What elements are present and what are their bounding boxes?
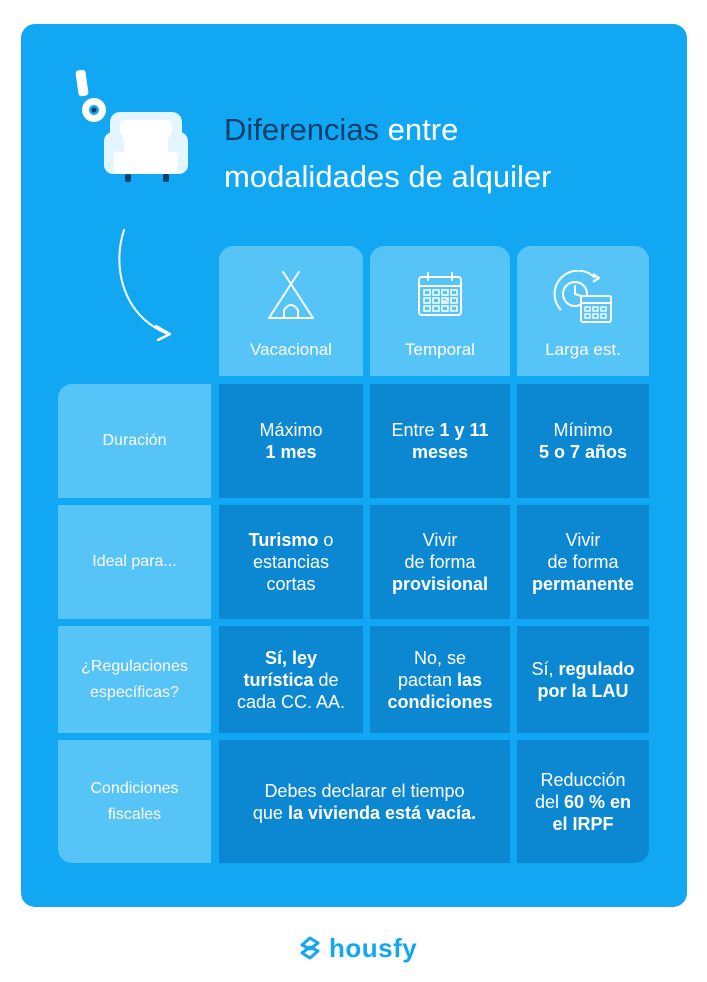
cell-regulaciones-vacacional xyxy=(219,626,363,733)
cell-text: pactan xyxy=(397,669,457,690)
row-label-ideal-para: Ideal para... xyxy=(58,505,211,619)
cell-text: cortas xyxy=(266,574,316,594)
cell-ideal-temporal xyxy=(370,505,510,619)
cell-duracion-vacacional xyxy=(219,384,363,498)
cell-text: de forma xyxy=(547,552,619,572)
tent-icon xyxy=(265,270,317,322)
housfy-logo xyxy=(299,930,417,966)
cell-ideal-larga xyxy=(517,505,649,619)
cell-text-bold: por la LAU xyxy=(537,680,629,701)
cell-text: Vivir xyxy=(422,530,458,550)
cell-text: estancias xyxy=(252,552,330,572)
cell-duracion-temporal xyxy=(370,384,510,498)
cell-text: de xyxy=(313,669,339,690)
clock-calendar-icon xyxy=(551,270,615,326)
cell-text-bold: 60 % en xyxy=(563,791,632,812)
cell-text-bold: las xyxy=(457,669,483,690)
cell-text-bold: 1 y 11 xyxy=(439,420,489,440)
curved-arrow-icon xyxy=(112,226,182,342)
column-label: Vacacional xyxy=(250,340,332,359)
cell-text-bold: 1 mes xyxy=(265,442,317,462)
title-line1-rest: entre xyxy=(379,112,459,147)
cell-text: Sí, xyxy=(531,658,559,679)
cell-text: Entre xyxy=(391,420,440,440)
brand-name: housfy xyxy=(329,932,418,963)
cell-text-bold: la vivienda está vacía. xyxy=(287,802,477,823)
calendar-icon xyxy=(416,270,464,318)
cell-text: Vivir xyxy=(565,530,601,550)
row-label-line: Condiciones xyxy=(90,779,179,797)
cell-text: Debes declarar el tiempo xyxy=(264,780,465,801)
row-label-line: fiscales xyxy=(107,805,162,823)
row-label-regulaciones xyxy=(58,626,211,733)
cell-text: Reducción xyxy=(540,769,626,790)
cell-ideal-vacacional xyxy=(219,505,363,619)
key-icon xyxy=(75,69,106,122)
row-label-duracion: Duración xyxy=(58,384,211,498)
cell-text: del xyxy=(534,791,564,812)
cell-text-bold: regulado xyxy=(558,658,635,679)
cell-text: o xyxy=(318,530,334,550)
column-header-temporal xyxy=(370,246,510,376)
title-highlight: Diferencias xyxy=(224,112,380,147)
column-header-vacacional xyxy=(219,246,363,376)
cell-regulaciones-larga xyxy=(517,626,649,733)
cell-text-bold: 5 o 7 años xyxy=(538,442,628,462)
cell-text: de forma xyxy=(404,552,476,572)
cell-text-bold: meses xyxy=(411,442,469,462)
cell-text-bold: permanente xyxy=(531,574,635,594)
row-label-line: ¿Regulaciones xyxy=(81,657,188,675)
cell-text: Máximo xyxy=(259,420,323,440)
page-title xyxy=(224,106,551,200)
cell-text-bold: Sí, ley xyxy=(264,647,318,668)
housfy-logo-icon xyxy=(299,935,321,961)
cell-text: cada CC. AA. xyxy=(236,691,346,712)
column-label: Temporal xyxy=(405,340,475,359)
row-label-condiciones-fiscales xyxy=(58,740,211,863)
cell-fiscales-vacacional-temporal xyxy=(219,740,510,863)
cell-text-bold: condiciones xyxy=(387,691,493,712)
cell-text-bold: el IRPF xyxy=(552,813,614,834)
cell-text-bold: Turismo xyxy=(248,530,319,550)
column-label: Larga est. xyxy=(545,340,621,359)
cell-text-bold: provisional xyxy=(391,574,489,594)
cell-duracion-larga xyxy=(517,384,649,498)
cell-text-bold: turística xyxy=(243,669,314,690)
cell-fiscales-larga xyxy=(517,740,649,863)
row-label-line: específicas? xyxy=(90,683,179,701)
cell-regulaciones-temporal xyxy=(370,626,510,733)
title-line2: modalidades de alquiler xyxy=(224,159,552,194)
armchair-icon xyxy=(70,64,200,189)
cell-text: Mínimo xyxy=(553,420,613,440)
cell-text: que xyxy=(252,802,288,823)
column-header-larga-estancia xyxy=(517,246,649,376)
cell-text: No, se xyxy=(413,647,467,668)
